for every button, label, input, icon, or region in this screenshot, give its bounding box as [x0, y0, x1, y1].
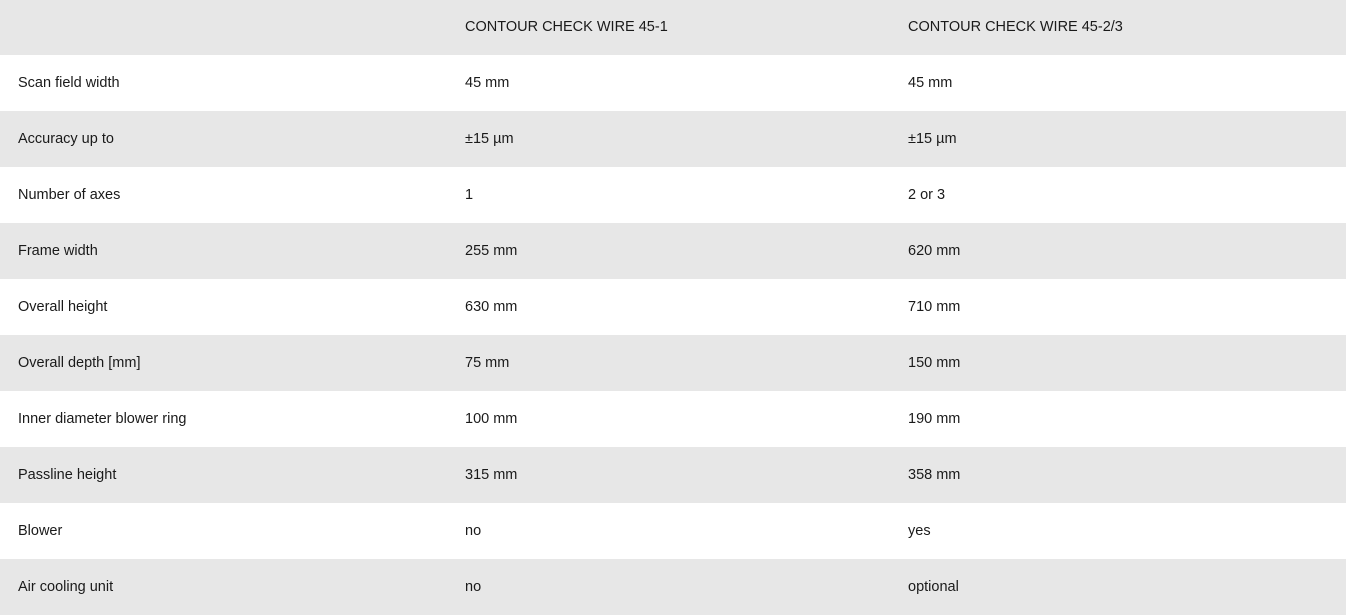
row-value-product-1: 45 mm: [447, 55, 890, 111]
table-header: [0, 0, 1346, 55]
table-row: [0, 279, 1346, 335]
row-value-product-2: 150 mm: [890, 335, 1346, 391]
row-value-product-2: 190 mm: [890, 391, 1346, 447]
row-label: Overall height: [0, 279, 447, 335]
table-row: [0, 335, 1346, 391]
row-value-product-1: 630 mm: [447, 279, 890, 335]
row-value-product-1: 100 mm: [447, 391, 890, 447]
row-value-product-1: ±15 µm: [447, 111, 890, 167]
row-value-product-2: yes: [890, 503, 1346, 559]
column-header-product-2: CONTOUR CHECK WIRE 45-2/3: [890, 0, 1346, 55]
row-label: Inner diameter blower ring: [0, 391, 447, 447]
row-value-product-1: 1: [447, 167, 890, 223]
row-label: Accuracy up to: [0, 111, 447, 167]
table-body: [0, 55, 1346, 615]
row-value-product-2: 710 mm: [890, 279, 1346, 335]
row-value-product-1: 255 mm: [447, 223, 890, 279]
row-value-product-1: 315 mm: [447, 447, 890, 503]
table-row: [0, 447, 1346, 503]
row-label: Blower: [0, 503, 447, 559]
table-row: [0, 55, 1346, 111]
row-label: Passline height: [0, 447, 447, 503]
table-row: [0, 223, 1346, 279]
table-header-row: [0, 0, 1346, 55]
row-value-product-1: no: [447, 503, 890, 559]
row-label: Overall depth [mm]: [0, 335, 447, 391]
row-label: Number of axes: [0, 167, 447, 223]
row-value-product-2: ±15 µm: [890, 111, 1346, 167]
row-value-product-2: 620 mm: [890, 223, 1346, 279]
row-value-product-2: 45 mm: [890, 55, 1346, 111]
table-row: [0, 503, 1346, 559]
table-row: [0, 391, 1346, 447]
row-value-product-2: 2 or 3: [890, 167, 1346, 223]
row-label: Air cooling unit: [0, 559, 447, 615]
column-header-label: [0, 0, 447, 55]
table-row: [0, 111, 1346, 167]
row-value-product-2: optional: [890, 559, 1346, 615]
row-label: Frame width: [0, 223, 447, 279]
row-label: Scan field width: [0, 55, 447, 111]
table-row: [0, 167, 1346, 223]
row-value-product-1: 75 mm: [447, 335, 890, 391]
column-header-product-1: CONTOUR CHECK WIRE 45-1: [447, 0, 890, 55]
row-value-product-2: 358 mm: [890, 447, 1346, 503]
table-row: [0, 559, 1346, 615]
row-value-product-1: no: [447, 559, 890, 615]
